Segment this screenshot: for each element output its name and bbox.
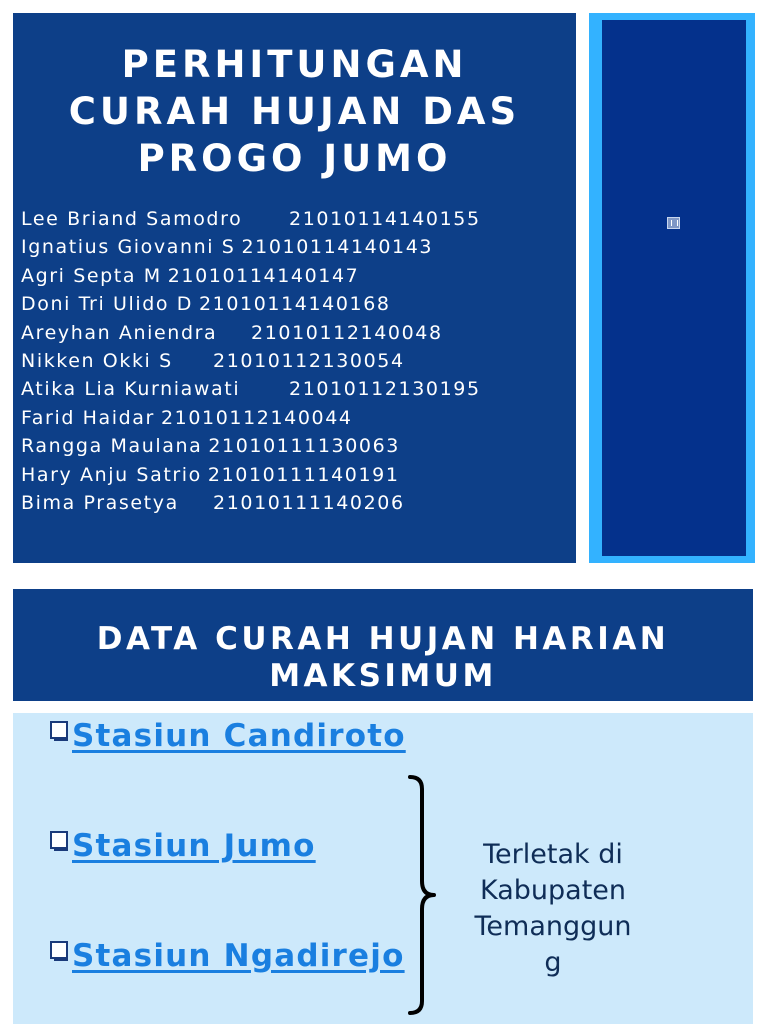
member-row	[21, 233, 433, 261]
member-name: Rangga Maulana	[21, 435, 203, 458]
section-header-line-2: MAKSIMUM	[269, 661, 497, 693]
image-frame	[589, 13, 755, 563]
checkbox-bullet-icon	[50, 831, 70, 851]
checkbox-bullet-icon	[50, 721, 70, 741]
slide-title-line-1: PERHITUNGAN	[121, 43, 468, 86]
station-link-jumo[interactable]: Stasiun Jumo	[72, 828, 316, 864]
checkbox-bullet-icon	[50, 941, 70, 961]
member-nim: 21010111140191	[207, 463, 400, 486]
member-row	[21, 205, 481, 233]
station-item-candiroto	[50, 716, 406, 756]
station-item-jumo	[50, 826, 316, 866]
member-name: Areyhan Aniendra	[21, 321, 218, 344]
location-note-line-2: Kabupaten	[479, 875, 627, 906]
member-row	[21, 347, 433, 375]
member-name: Nikken Okki S	[21, 349, 173, 372]
section-header-line-1: DATA CURAH HUJAN HARIAN	[96, 621, 670, 657]
member-row	[21, 489, 433, 517]
station-item-ngadirejo	[50, 936, 405, 976]
member-row	[21, 404, 433, 432]
member-name: Lee Briand Samodro	[21, 208, 243, 230]
location-note-line-4: g	[544, 947, 562, 978]
member-row	[21, 290, 433, 318]
member-name: Atika Lia Kurniawati	[21, 378, 241, 401]
member-nim: 21010111140206	[213, 491, 405, 514]
member-nim: 21010114140143	[241, 236, 434, 259]
member-nim: 21010114140155	[289, 208, 481, 230]
member-row	[21, 375, 481, 403]
member-nim: 21010111130063	[208, 435, 400, 458]
member-name: Doni Tri Ulido D	[21, 293, 193, 316]
location-note-line-3: Temanggun	[474, 911, 632, 942]
slide-title	[13, 41, 576, 182]
slide-title-line-2: CURAH HUJAN DAS	[68, 90, 521, 133]
member-name: Agri Septa M	[21, 264, 162, 287]
member-row	[21, 319, 443, 347]
location-note	[463, 837, 643, 981]
member-list	[21, 205, 481, 517]
slide-title-line-3: PROGO JUMO	[137, 137, 452, 180]
member-row	[21, 262, 433, 290]
member-nim: 21010112130195	[289, 378, 481, 401]
member-name: Bima Prasetya	[21, 491, 179, 514]
title-slide-panel	[13, 13, 576, 563]
section-header	[13, 589, 753, 701]
member-nim: 21010112130054	[213, 349, 405, 372]
member-name: Farid Haidar	[21, 406, 155, 429]
station-panel	[13, 713, 753, 1024]
station-link-ngadirejo[interactable]: Stasiun Ngadirejo	[72, 938, 405, 974]
right-brace-icon	[406, 775, 446, 1015]
member-row	[21, 461, 433, 489]
member-nim: 21010112140048	[251, 321, 443, 344]
member-nim: 21010114140168	[198, 293, 391, 316]
member-row	[21, 432, 433, 460]
broken-image-icon	[667, 217, 680, 229]
station-link-candiroto[interactable]: Stasiun Candiroto	[72, 718, 406, 754]
member-name: Ignatius Giovanni S	[21, 236, 236, 259]
member-nim: 21010114140147	[167, 264, 360, 287]
member-name: Hary Anju Satrio	[21, 463, 202, 486]
member-nim: 21010112140044	[160, 406, 353, 429]
location-note-line-1: Terletak di	[483, 839, 623, 870]
image-placeholder-panel	[602, 20, 746, 556]
